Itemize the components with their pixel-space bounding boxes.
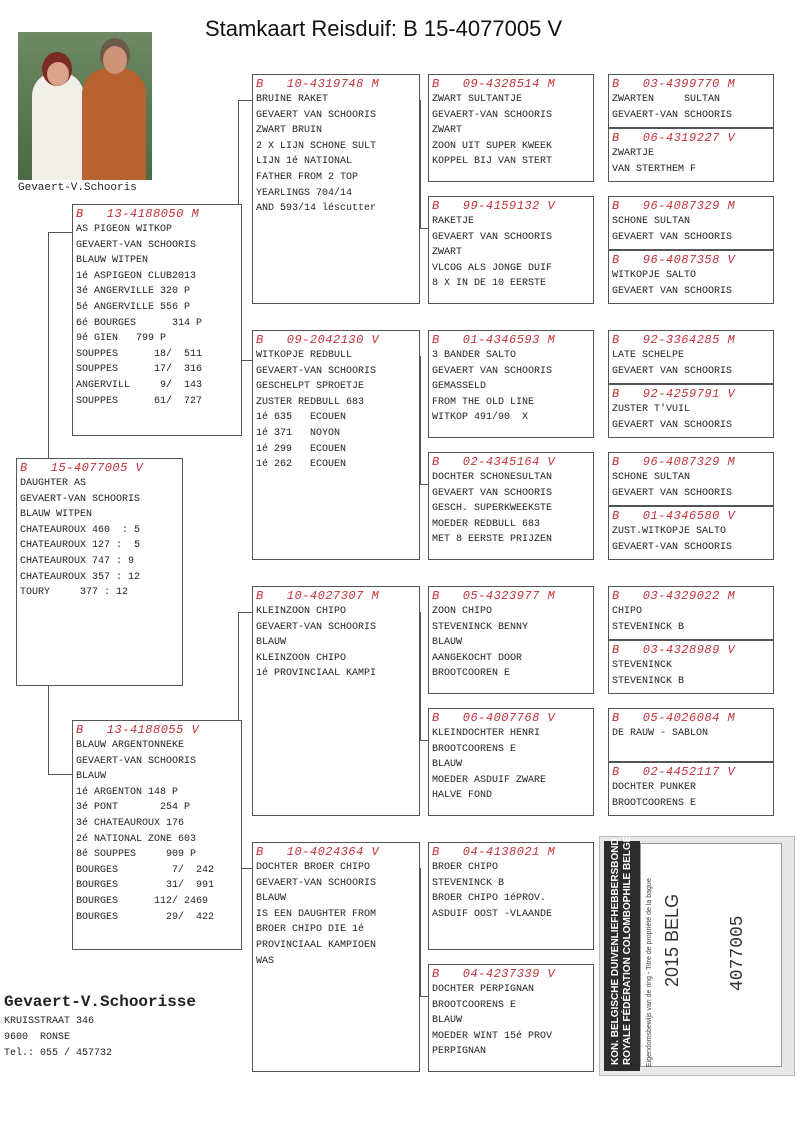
connector-line (48, 686, 49, 774)
pedigree-card-sdd (428, 452, 594, 560)
ring-number: B 09-2042130 V (256, 333, 380, 347)
pigeon-line: ZWART (432, 125, 463, 137)
card-ring-number: 4077005 (728, 915, 748, 991)
pedigree-card-g11 (608, 708, 774, 762)
ring-number: B 05-4323977 M (432, 589, 556, 603)
pigeon-line: BOURGES 7/ 242 (76, 864, 215, 876)
connector-line (48, 774, 72, 775)
pedigree-card-ss (252, 74, 420, 304)
pigeon-line: ZOON CHIPO (432, 606, 493, 617)
ring-number: B 13-4188050 M (76, 207, 200, 221)
pigeon-line: BROER CHIPO DIE 1é (256, 924, 365, 936)
pigeon-line: GEVAERT-VAN SCHOORIS (76, 239, 197, 251)
card-org-nl: KON. BELGISCHE DUIVENLIEFHEBBERSBOND (610, 838, 621, 1065)
pigeon-line: GEVAERT-VAN SCHOORIS (256, 365, 377, 377)
pigeon-line: STEVENINCK B (612, 675, 685, 687)
connector-line (48, 232, 72, 233)
ring-number: B 04-4237339 V (432, 967, 556, 981)
pigeon-line: BOURGES 29/ 422 (76, 911, 215, 923)
pigeon-line: 9é GIEN 799 P (76, 333, 167, 345)
pigeon-line: GEVAERT VAN SCHOORIS (432, 487, 553, 499)
pedigree-card-ssd (428, 196, 594, 304)
pigeon-line: DOCHTER BROER CHIPO (256, 862, 371, 873)
pigeon-line: ANGERVILL 9/ 143 (76, 379, 203, 391)
ring-number: B 10-4024364 V (256, 845, 380, 859)
connector-line (420, 100, 421, 228)
pigeon-line: ZWARTJE (612, 148, 655, 159)
page-title: Stamkaart Reisduif: B 15-4077005 V (205, 16, 563, 41)
ring-number: B 05-4026084 M (612, 711, 736, 725)
pigeon-line: STEVENINCK B (612, 621, 685, 633)
pigeon-line: GEVAERT VAN SCHOORIS (612, 419, 733, 431)
pigeon-line: 3é CHATEAUROUX 176 (76, 817, 185, 829)
ring-number: B 01-4346580 V (612, 509, 736, 523)
ring-number: B 06-4319227 V (612, 131, 736, 145)
pigeon-line: MOEDER REDBULL 683 (432, 518, 541, 530)
ring-number: B 06-4007768 V (432, 711, 556, 725)
pedigree-card-dd (252, 842, 420, 1072)
card-year-country: 2015 BELG (662, 893, 682, 987)
pigeon-line: BOURGES 112/ 2469 (76, 895, 209, 907)
pigeon-line: BROER CHIPO (432, 862, 499, 873)
pedigree-card-g1 (608, 74, 774, 128)
pigeon-line: CHATEAUROUX 747 : 9 (20, 555, 135, 567)
pigeon-line: BLAUW (256, 637, 287, 649)
pigeon-line: 1é ASPIGEON CLUB2013 (76, 270, 197, 282)
pigeon-line: GEVAERT VAN SCHOORIS (432, 231, 553, 243)
pigeon-line: BROOTCOOREN E (432, 668, 511, 680)
pigeon-line: PROVINCIAAL KAMPIOEN (256, 939, 377, 951)
pigeon-line: SOUPPES 18/ 511 (76, 348, 203, 360)
pedigree-card-sire (72, 204, 242, 436)
pigeon-line: WAS (256, 955, 275, 967)
pigeon-line: LIJN 1é NATIONAL (256, 156, 353, 168)
connector-line (420, 228, 428, 229)
pigeon-line: BOURGES 31/ 991 (76, 880, 215, 892)
card-org-fr: ROYALE FÉDÉRATION COLOMBOPHILE BELGE (622, 835, 633, 1065)
pigeon-line: GEVAERT-VAN SCHOORIS (256, 621, 377, 633)
pigeon-line: VLCOG ALS JONGE DUIF (432, 262, 553, 274)
pigeon-line: 1é 371 NOYON (256, 427, 341, 439)
pedigree-card-g5 (608, 330, 774, 384)
ring-number: B 96-4087329 M (612, 199, 736, 213)
address-line: Tel.: 055 / 457732 (4, 1048, 113, 1059)
pigeon-line: IS EEN DAUGHTER FROM (256, 908, 377, 920)
pigeon-line: ZWARTEN SULTAN (612, 94, 721, 105)
pedigree-card-dds (428, 842, 594, 950)
pigeon-line: 2 X LIJN SCHONE SULT (256, 140, 377, 152)
pigeon-line: GEMASSELD (432, 381, 487, 393)
pigeon-line: ASDUIF OOST -VLAANDE (432, 908, 553, 920)
pigeon-line: 3 BANDER SALTO (432, 350, 517, 361)
pigeon-line: STEVENINCK B (432, 877, 505, 889)
pigeon-line: BLAUW (76, 771, 107, 783)
ring-number: B 13-4188055 V (76, 723, 200, 737)
pigeon-line: MET 8 EERSTE PRIJZEN (432, 534, 553, 546)
connector-line (420, 868, 421, 996)
ring-ownership-card (599, 836, 795, 1076)
owner-name: Gevaert-V.Schoorisse (4, 993, 197, 1011)
pigeon-line: DAUGHTER AS (20, 478, 87, 489)
pigeon-line: BROOTCOORENS E (612, 797, 697, 809)
connector-line (420, 612, 421, 740)
pigeon-line: ZUSTER REDBULL 683 (256, 396, 365, 408)
pigeon-line: KLEINZOON CHIPO (256, 652, 347, 664)
pigeon-line: LATE SCHELPE (612, 350, 685, 361)
pedigree-card-subject (16, 458, 183, 686)
card-notice: Eigendomsbewijs van de ring - Titre de propriété de la bague (646, 878, 653, 1067)
pigeon-line: ZOON UIT SUPER KWEEK (432, 140, 553, 152)
pigeon-line: GEVAERT VAN SCHOORIS (612, 487, 733, 499)
ring-number: B 10-4319748 M (256, 77, 380, 91)
pigeon-line: DE RAUW - SABLON (612, 728, 709, 739)
pedigree-card-sds (428, 330, 594, 438)
pigeon-line: GEVAERT VAN SCHOORIS (432, 365, 553, 377)
pedigree-card-g4 (608, 250, 774, 304)
pigeon-line: TOURY 377 : 12 (20, 587, 129, 599)
pigeon-line: CHATEAUROUX 460 : 5 (20, 524, 141, 536)
pigeon-line: 3é PONT 254 P (76, 802, 191, 814)
pigeon-line: DOCHTER SCHONESULTAN (432, 472, 553, 483)
pedigree-card-dss (428, 586, 594, 694)
pedigree-card-g10 (608, 640, 774, 694)
pigeon-line: 1é 299 ECOUEN (256, 443, 347, 455)
ring-number: B 04-4138021 M (432, 845, 556, 859)
pigeon-line: PERPIGNAN (432, 1046, 487, 1058)
pigeon-line: 5é ANGERVILLE 556 P (76, 301, 191, 313)
pigeon-line: 1é 262 ECOUEN (256, 459, 347, 471)
ring-number: B 92-4259791 V (612, 387, 736, 401)
ring-number: B 02-4452117 V (612, 765, 736, 779)
pigeon-line: AANGEKOCHT DOOR (432, 652, 523, 664)
connector-line (48, 232, 49, 458)
connector-line (238, 100, 252, 101)
pigeon-line: FATHER FROM 2 TOP (256, 171, 359, 183)
pigeon-line: KLEINZOON CHIPO (256, 606, 347, 617)
pigeon-line: CHATEAUROUX 357 : 12 (20, 571, 141, 583)
pigeon-line: BROER CHIPO 1éPROV. (432, 893, 547, 905)
pigeon-line: 1é PROVINCIAAL KAMPI (256, 668, 377, 680)
pigeon-line: BLAUW ARGENTONNEKE (76, 740, 185, 751)
owner-address (4, 1014, 112, 1062)
pigeon-line: RAKETJE (432, 216, 475, 227)
pedigree-card-g6 (608, 384, 774, 438)
pigeon-line: GEVAERT VAN SCHOORIS (612, 231, 733, 243)
pedigree-card-dam (72, 720, 242, 950)
pigeon-line: KOPPEL BIJ VAN STERT (432, 156, 553, 168)
photo-caption: Gevaert-V.Schooris (18, 182, 137, 194)
ring-number: B 10-4027307 M (256, 589, 380, 603)
pigeon-line: BLAUW WITPEN (20, 509, 93, 521)
pigeon-line: GEVAERT VAN SCHOORIS (256, 109, 377, 121)
pigeon-line: ZUST.WITKOPJE SALTO (612, 526, 727, 537)
pigeon-line: SCHONE SULTAN (612, 216, 691, 227)
pigeon-line: DOCHTER PUNKER (612, 782, 697, 793)
pedigree-card-sss (428, 74, 594, 182)
pigeon-line: GESCH. SUPERKWEEKSTE (432, 503, 553, 515)
pigeon-line: FROM THE OLD LINE (432, 396, 535, 408)
ring-number: B 03-4329022 M (612, 589, 736, 603)
pigeon-line: GEVAERT-VAN SCHOORIS (432, 109, 553, 121)
ring-number: B 15-4077005 V (20, 461, 144, 475)
pigeon-line: GEVAERT-VAN SCHOORIS (20, 493, 141, 505)
pigeon-line: HALVE FOND (432, 790, 493, 802)
connector-line (238, 612, 252, 613)
pigeon-line: MOEDER ASDUIF ZWARE (432, 774, 547, 786)
pigeon-line: SOUPPES 61/ 727 (76, 395, 203, 407)
pigeon-line: ZWART (432, 247, 463, 259)
pedigree-card-ds (252, 586, 420, 816)
connector-line (420, 356, 421, 484)
pigeon-line: MOEDER WINT 15é PROV (432, 1030, 553, 1042)
ring-number: B 92-3364285 M (612, 333, 736, 347)
pigeon-line: WITKOPJE REDBULL (256, 350, 353, 361)
pedigree-card-g3 (608, 196, 774, 250)
pigeon-line: BLAUW (256, 893, 287, 905)
pigeon-line: AS PIGEON WITKOP (76, 224, 173, 235)
pigeon-line: GEVAERT-VAN SCHOORIS (76, 755, 197, 767)
pedigree-card-g12 (608, 762, 774, 816)
pigeon-line: ZWART BRUIN (256, 125, 323, 137)
pigeon-line: KLEINDOCHTER HENRI (432, 728, 541, 739)
pigeon-line: DOCHTER PERPIGNAN (432, 984, 535, 995)
ring-number: B 02-4345164 V (432, 455, 556, 469)
pedigree-card-g9 (608, 586, 774, 640)
pedigree-card-sd (252, 330, 420, 560)
pigeon-line: GESCHELPT SPROETJE (256, 381, 365, 393)
pigeon-line: 6é BOURGES 314 P (76, 317, 203, 329)
ring-number: B 03-4328989 V (612, 643, 736, 657)
connector-line (420, 484, 428, 485)
pigeon-line: 8é SOUPPES 909 P (76, 849, 197, 861)
ring-number: B 96-4087329 M (612, 455, 736, 469)
pigeon-line: BLAUW (432, 1015, 463, 1027)
pigeon-line: SOUPPES 17/ 316 (76, 364, 203, 376)
owner-photo (18, 32, 152, 180)
pigeon-line: 3é ANGERVILLE 320 P (76, 286, 191, 298)
pigeon-line: BLAUW (432, 759, 463, 771)
pigeon-line: SCHONE SULTAN (612, 472, 691, 483)
pigeon-line: BROOTCOORENS E (432, 999, 517, 1011)
pigeon-line: 8 X IN DE 10 EERSTE (432, 278, 547, 290)
pedigree-card-ddd (428, 964, 594, 1072)
pigeon-line: GEVAERT-VAN SCHOORIS (612, 541, 733, 553)
pigeon-line: VAN STERTHEM F (612, 163, 697, 175)
pigeon-line: CHIPO (612, 606, 643, 617)
pigeon-line: CHATEAUROUX 127 : 5 (20, 540, 141, 552)
pigeon-line: GEVAERT VAN SCHOORIS (612, 365, 733, 377)
connector-line (420, 740, 428, 741)
pigeon-line: 2é NATIONAL ZONE 603 (76, 833, 197, 845)
pigeon-line: GEVAERT-VAN SCHOORIS (256, 877, 377, 889)
pigeon-line: BRUINE RAKET (256, 94, 329, 105)
ring-number: B 99-4159132 V (432, 199, 556, 213)
pigeon-line: BLAUW WITPEN (76, 255, 149, 267)
pigeon-line: WITKOP 491/90 X (432, 412, 529, 424)
pigeon-line: WITKOPJE SALTO (612, 270, 697, 281)
address-line: KRUISSTRAAT 346 (4, 1016, 95, 1027)
address-line: 9600 RONSE (4, 1032, 71, 1043)
pigeon-line: 1é 635 ECOUEN (256, 412, 347, 424)
pedigree-card-g8 (608, 506, 774, 560)
pigeon-line: GEVAERT VAN SCHOORIS (612, 285, 733, 297)
pigeon-line: BLAUW (432, 637, 463, 649)
pigeon-line: ZWART SULTANTJE (432, 94, 523, 105)
pigeon-line: GEVAERT-VAN SCHOORIS (612, 109, 733, 121)
pedigree-card-dsd (428, 708, 594, 816)
pigeon-line: 1é ARGENTON 148 P (76, 786, 179, 798)
pigeon-line: STEVENINCK BENNY (432, 621, 529, 633)
connector-line (420, 996, 428, 997)
ring-number: B 96-4087358 V (612, 253, 736, 267)
ring-number: B 09-4328514 M (432, 77, 556, 91)
pigeon-line: ZUSTER T'VUIL (612, 404, 691, 415)
pigeon-line: BROOTCOORENS E (432, 743, 517, 755)
ring-number: B 01-4346593 M (432, 333, 556, 347)
pigeon-line: AND 593/14 léscutter (256, 203, 377, 215)
pedigree-card-g7 (608, 452, 774, 506)
ring-number: B 03-4399770 M (612, 77, 736, 91)
pedigree-card-g2 (608, 128, 774, 182)
pigeon-line: YEARLINGS 704/14 (256, 187, 353, 199)
pigeon-line: STEVENINCK (612, 660, 673, 671)
